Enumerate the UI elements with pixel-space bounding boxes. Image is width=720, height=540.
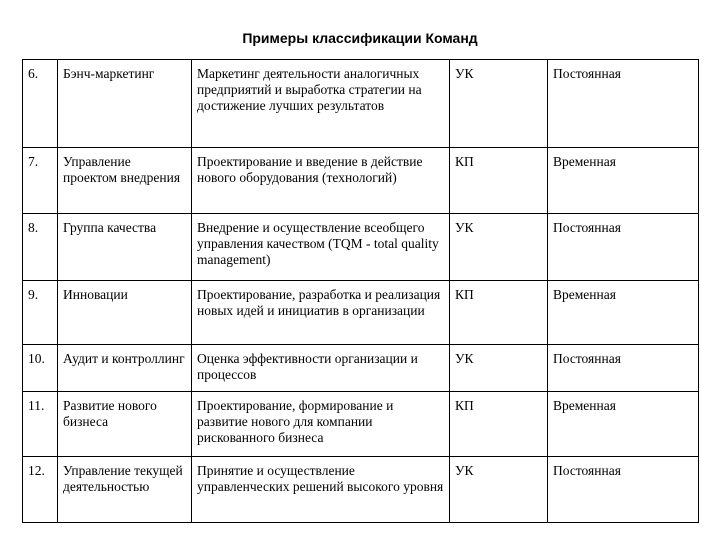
team-type: КП (450, 392, 548, 457)
row-number: 9. (23, 281, 58, 345)
team-type: УК (450, 457, 548, 523)
team-duration: Временная (548, 148, 699, 214)
table-row (23, 148, 699, 214)
team-description: Оценка эффективности организации и процессов (192, 345, 450, 392)
team-type: УК (450, 60, 548, 148)
team-duration: Постоянная (548, 60, 699, 148)
row-number: 6. (23, 60, 58, 148)
team-name: Группа качества (58, 214, 192, 281)
team-name: Инновации (58, 281, 192, 345)
team-type: УК (450, 214, 548, 281)
table-row (23, 60, 699, 148)
team-name: Управление проектом внедрения (58, 148, 192, 214)
row-number: 8. (23, 214, 58, 281)
team-duration: Постоянная (548, 214, 699, 281)
team-description: Маркетинг деятельности аналогичных предприятий и выработка стратегии на достижение лучших результатов (192, 60, 450, 148)
team-type: КП (450, 281, 548, 345)
table-row (23, 214, 699, 281)
team-description: Проектирование, формирование и развитие нового для компании рискованного бизнеса (192, 392, 450, 457)
team-name: Аудит и контроллинг (58, 345, 192, 392)
row-number: 7. (23, 148, 58, 214)
row-number: 11. (23, 392, 58, 457)
team-duration: Постоянная (548, 345, 699, 392)
table-row (23, 345, 699, 392)
table-row (23, 392, 699, 457)
page-title: Примеры классификации Команд (242, 30, 478, 46)
row-number: 12. (23, 457, 58, 523)
team-name: Управление текущей деятельностью (58, 457, 192, 523)
team-description: Принятие и осуществление управленческих решений высокого уровня (192, 457, 450, 523)
row-number: 10. (23, 345, 58, 392)
team-duration: Временная (548, 392, 699, 457)
team-name: Развитие нового бизнеса (58, 392, 192, 457)
team-name: Бэнч-маркетинг (58, 60, 192, 148)
team-type: УК (450, 345, 548, 392)
table-row (23, 281, 699, 345)
team-description: Проектирование и введение в действие нового оборудования (технологий) (192, 148, 450, 214)
team-type: КП (450, 148, 548, 214)
team-description: Внедрение и осуществление всеобщего управления качеством (TQM - total quality management) (192, 214, 450, 281)
table-row (23, 457, 699, 523)
team-duration: Временная (548, 281, 699, 345)
team-duration: Постоянная (548, 457, 699, 523)
classification-table (22, 59, 699, 523)
team-description: Проектирование, разработка и реализация новых идей и инициатив в организации (192, 281, 450, 345)
